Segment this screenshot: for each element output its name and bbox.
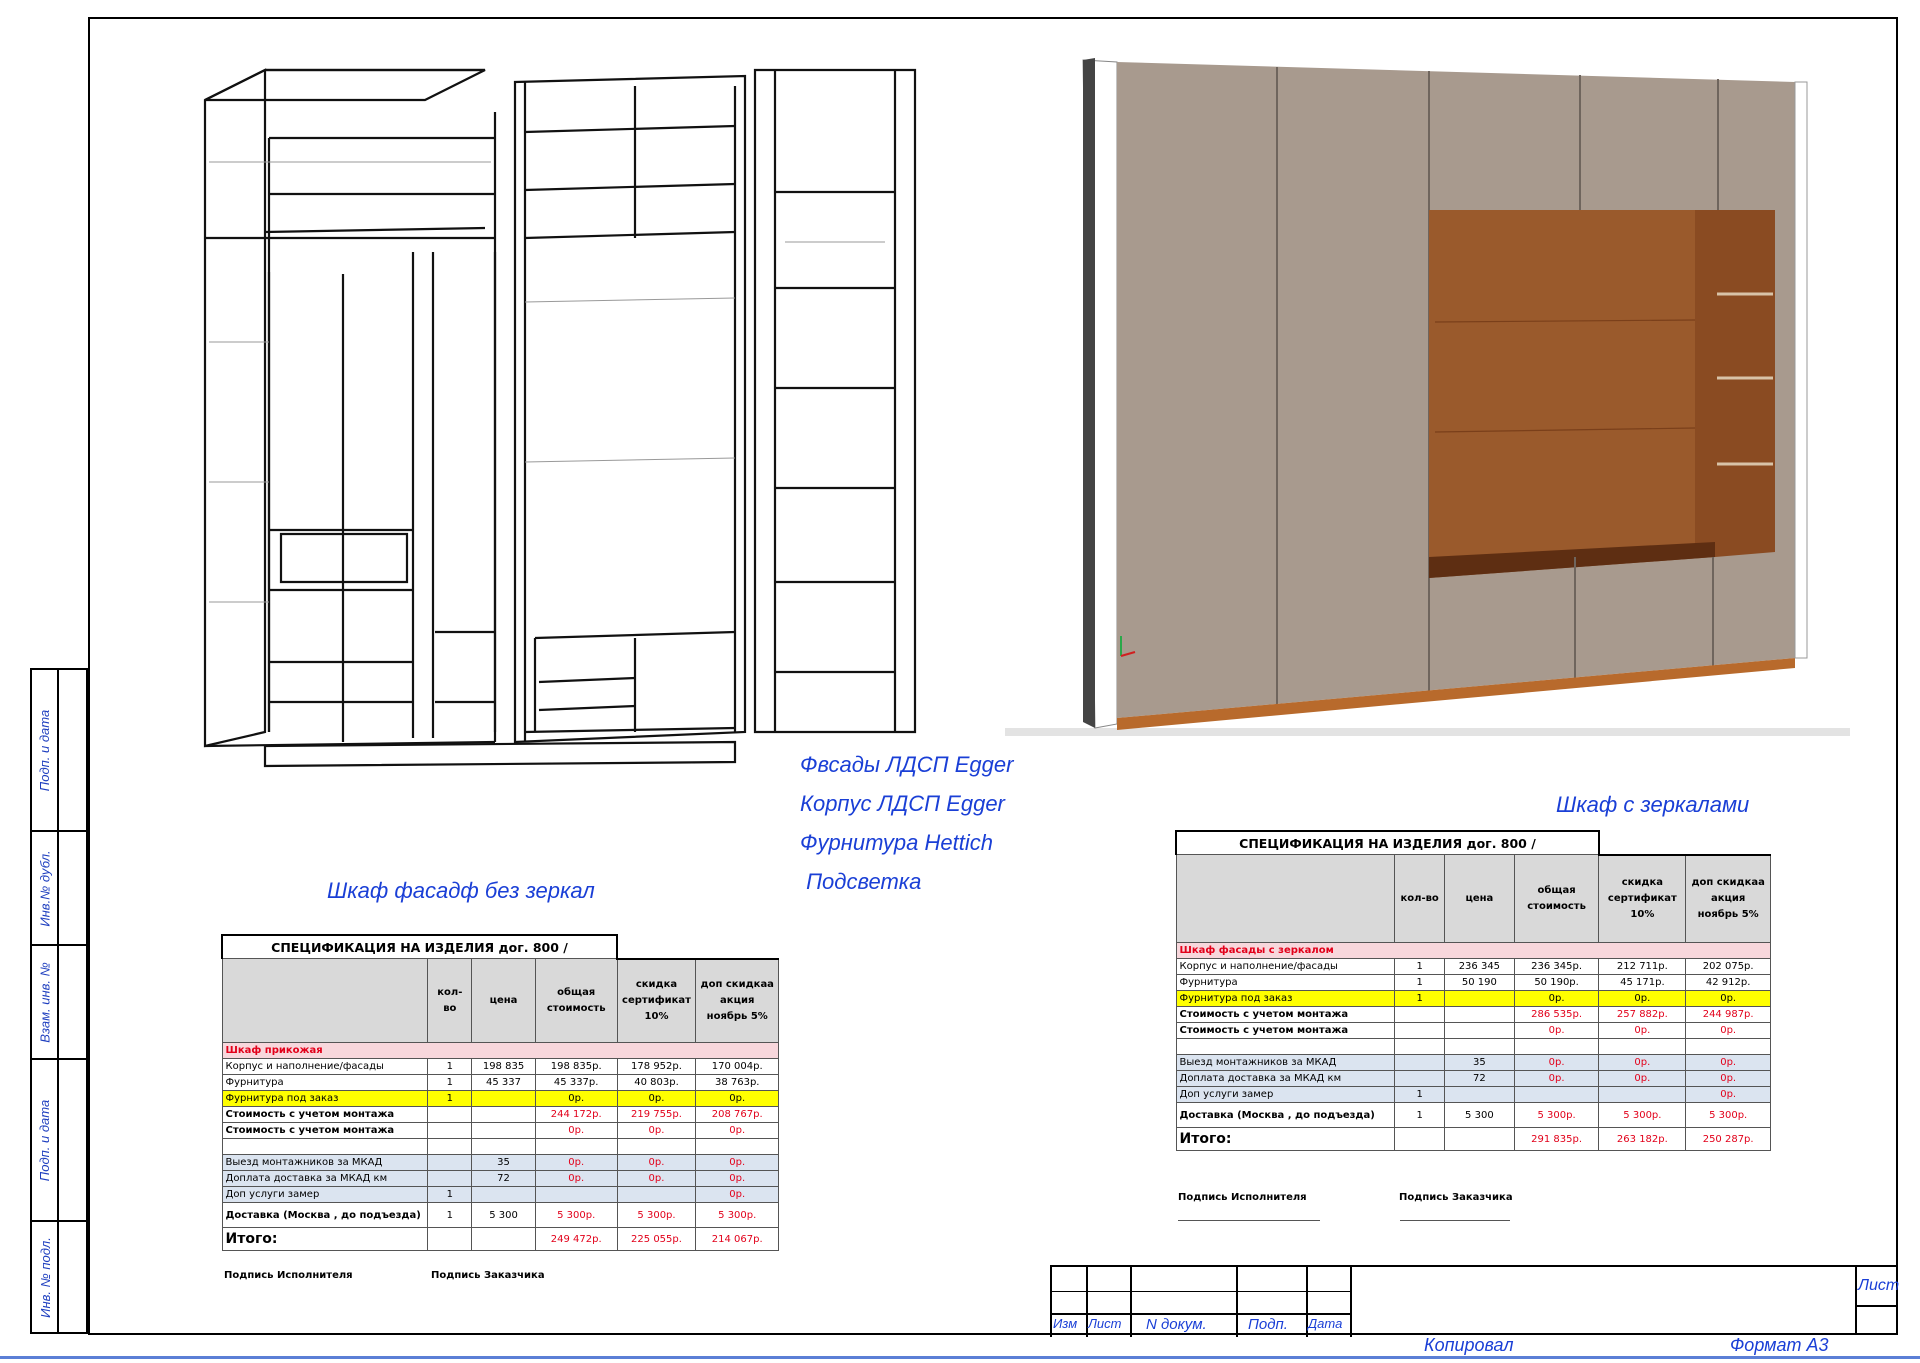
- row-qty: 1: [428, 1059, 472, 1075]
- row-qty: 1: [428, 1187, 472, 1203]
- row-name: Выезд монтажников за МКАД: [1176, 1055, 1395, 1071]
- row-name: Стоимость с учетом монтажа: [222, 1107, 428, 1123]
- row-qty: 1: [428, 1075, 472, 1091]
- left-product-title: Шкаф фасадф без зеркал: [327, 878, 595, 903]
- material-note: Фурнитура Hettich: [800, 830, 993, 855]
- row-qty: [1395, 1055, 1445, 1071]
- row-price: [472, 1123, 536, 1139]
- table-row: [222, 1123, 779, 1139]
- row-discount-2: 0р.: [696, 1171, 779, 1187]
- row-discount-2: 208 767р.: [696, 1107, 779, 1123]
- side-cell-original-no: [32, 1222, 86, 1332]
- row-discount-1: 0р.: [1599, 1023, 1686, 1039]
- row-total: 5 300р.: [535, 1203, 617, 1228]
- row-discount-2: 202 075р.: [1686, 959, 1771, 975]
- delivery-row: [222, 1203, 779, 1228]
- signature-executor-label: Подпись Исполнителя: [224, 1270, 353, 1281]
- row-discount-2: 38 763р.: [696, 1075, 779, 1091]
- row-total: 0р.: [535, 1171, 617, 1187]
- header-total: общая стоимость: [1514, 855, 1599, 943]
- row-discount-1: 0р.: [1599, 1071, 1686, 1087]
- side-cell-signature-date: [32, 670, 86, 832]
- row-name: Доставка (Москва , до подъезда): [1176, 1103, 1395, 1128]
- header-total: общая стоимость: [535, 959, 617, 1043]
- tb-label-sheet: Лист: [1858, 1277, 1900, 1294]
- spec-title: СПЕЦИФИКАЦИЯ НА ИЗДЕЛИЯ дог. 800 /: [222, 935, 617, 959]
- table-row: [1176, 1055, 1771, 1071]
- table-row: [1176, 1023, 1771, 1039]
- row-qty: 1: [1395, 991, 1445, 1007]
- format-label: Формат А3: [1730, 1335, 1829, 1355]
- row-discount-1: 0р.: [617, 1171, 696, 1187]
- row-total: 45 337р.: [535, 1075, 617, 1091]
- header-qty: кол-во: [1395, 855, 1445, 943]
- row-discount-1: 40 803р.: [617, 1075, 696, 1091]
- material-note: Корпус ЛДСП Egger: [800, 791, 1005, 816]
- right-product-title: Шкаф с зеркалами: [1556, 792, 1750, 817]
- row-qty: [428, 1107, 472, 1123]
- total-row: [222, 1228, 779, 1251]
- header-price: цена: [472, 959, 536, 1043]
- table-row: [1176, 991, 1771, 1007]
- row-qty: 1: [1395, 1103, 1445, 1128]
- row-total: 0р.: [535, 1123, 617, 1139]
- spacer-row: [1176, 1039, 1771, 1055]
- row-total: 0р.: [535, 1091, 617, 1107]
- row-discount-1: 178 952р.: [617, 1059, 696, 1075]
- row-price: [1445, 1007, 1515, 1023]
- cabinet-3d-render: [1005, 52, 1850, 737]
- signature-client-label: Подпись Заказчика: [1399, 1192, 1513, 1203]
- row-qty: [428, 1155, 472, 1171]
- row-price: 72: [472, 1171, 536, 1187]
- row-total: 5 300р.: [1514, 1103, 1599, 1128]
- row-discount-1: 5 300р.: [617, 1203, 696, 1228]
- row-discount-1: 257 882р.: [1599, 1007, 1686, 1023]
- row-price: [1445, 1087, 1515, 1103]
- row-discount-1: 0р.: [617, 1123, 696, 1139]
- side-label: Подп. и дата: [37, 1099, 53, 1181]
- spec-table-left: [221, 934, 779, 1251]
- total-discount-1: 225 055р.: [617, 1228, 696, 1251]
- table-row: [1176, 1007, 1771, 1023]
- side-label: Подп. и дата: [37, 709, 53, 791]
- row-qty: [428, 1171, 472, 1187]
- tb-label-data: Дата: [1308, 1316, 1343, 1331]
- row-price: 198 835: [472, 1059, 536, 1075]
- row-discount-2: 0р.: [696, 1123, 779, 1139]
- table-row: [1176, 1087, 1771, 1103]
- row-price: 35: [1445, 1055, 1515, 1071]
- row-discount-1: [617, 1187, 696, 1203]
- row-qty: 1: [428, 1091, 472, 1107]
- row-discount-2: 0р.: [1686, 1023, 1771, 1039]
- row-discount-1: 5 300р.: [1599, 1103, 1686, 1128]
- total-label: Итого:: [222, 1228, 428, 1251]
- row-discount-1: [1599, 1087, 1686, 1103]
- row-total: 0р.: [1514, 1023, 1599, 1039]
- row-discount-2: 0р.: [696, 1091, 779, 1107]
- row-discount-2: 5 300р.: [696, 1203, 779, 1228]
- side-cell-replacement-no: [32, 946, 86, 1060]
- header-qty: кол-во: [428, 959, 472, 1043]
- row-qty: [1395, 1071, 1445, 1087]
- spacer-row: [222, 1139, 779, 1155]
- table-row: [222, 1059, 779, 1075]
- row-price: 5 300: [1445, 1103, 1515, 1128]
- row-discount-1: 45 171р.: [1599, 975, 1686, 991]
- table-row: [222, 1187, 779, 1203]
- table-row: [1176, 959, 1771, 975]
- row-price: 72: [1445, 1071, 1515, 1087]
- delivery-row: [1176, 1103, 1771, 1128]
- row-total: 0р.: [1514, 1071, 1599, 1087]
- row-discount-2: 0р.: [1686, 1071, 1771, 1087]
- row-price: 50 190: [1445, 975, 1515, 991]
- row-total: 50 190р.: [1514, 975, 1599, 991]
- row-name: Доплата доставка за МКАД км: [1176, 1071, 1395, 1087]
- row-name: Доплата доставка за МКАД км: [222, 1171, 428, 1187]
- wireframe-cabinet-drawing: [195, 42, 935, 782]
- row-price: 236 345: [1445, 959, 1515, 975]
- row-discount-1: 219 755р.: [617, 1107, 696, 1123]
- tb-label-podp: Подп.: [1248, 1316, 1288, 1333]
- tb-label-izm: Изм: [1053, 1316, 1078, 1331]
- header-discount-promo: доп скидкаа акция ноябрь 5%: [696, 959, 779, 1043]
- row-total: 198 835р.: [535, 1059, 617, 1075]
- row-name: Фурнитура: [222, 1075, 428, 1091]
- side-stamp: [30, 668, 88, 1334]
- spec-table-right: [1175, 830, 1771, 1151]
- row-discount-2: 0р.: [696, 1155, 779, 1171]
- row-discount-2: 0р.: [696, 1187, 779, 1203]
- section-label: Шкаф фасады с зеркалом: [1176, 943, 1771, 959]
- side-cell-duplicate-no: [32, 832, 86, 946]
- header-price: цена: [1445, 855, 1515, 943]
- header-cell: [222, 959, 428, 1043]
- material-note: Подсветка: [800, 869, 922, 894]
- copied-label: Копировал: [1424, 1335, 1514, 1355]
- row-total: [535, 1187, 617, 1203]
- row-price: 35: [472, 1155, 536, 1171]
- row-name: Стоимость с учетом монтажа: [222, 1123, 428, 1139]
- row-discount-1: 212 711р.: [1599, 959, 1686, 975]
- row-total: 286 535р.: [1514, 1007, 1599, 1023]
- row-qty: [428, 1123, 472, 1139]
- row-name: Фурнитура под заказ: [1176, 991, 1395, 1007]
- row-name: Стоимость с учетом монтажа: [1176, 1023, 1395, 1039]
- bottom-rule: [0, 1356, 1920, 1359]
- row-name: Корпус и наполнение/фасады: [222, 1059, 428, 1075]
- row-total: 236 345р.: [1514, 959, 1599, 975]
- row-qty: 1: [1395, 975, 1445, 991]
- table-row: [1176, 1071, 1771, 1087]
- row-qty: [1395, 1007, 1445, 1023]
- row-total: 244 172р.: [535, 1107, 617, 1123]
- table-row: [222, 1155, 779, 1171]
- signature-executor-line: [1178, 1220, 1320, 1221]
- row-name: Доп услуги замер: [222, 1187, 428, 1203]
- total-discount-2: 250 287р.: [1686, 1128, 1771, 1151]
- total-discount-2: 214 067р.: [696, 1228, 779, 1251]
- row-price: 45 337: [472, 1075, 536, 1091]
- row-name: Доставка (Москва , до подъезда): [222, 1203, 428, 1228]
- side-label: Инв.№ дубл.: [37, 849, 53, 927]
- signature-client-label: Подпись Заказчика: [431, 1270, 545, 1281]
- row-name: Фурнитура под заказ: [222, 1091, 428, 1107]
- row-discount-2: 0р.: [1686, 1055, 1771, 1071]
- header-discount-cert: скидка сертификат 10%: [1599, 855, 1686, 943]
- row-total: 0р.: [535, 1155, 617, 1171]
- side-cell-signature-date-2: [32, 1060, 86, 1222]
- row-name: Корпус и наполнение/фасады: [1176, 959, 1395, 975]
- row-price: 5 300: [472, 1203, 536, 1228]
- tb-label-list: Лист: [1088, 1316, 1122, 1331]
- row-total: 0р.: [1514, 991, 1599, 1007]
- section-label: Шкаф прикожая: [222, 1043, 779, 1059]
- header-discount-promo: доп скидкаа акция ноябрь 5%: [1686, 855, 1771, 943]
- row-qty: 1: [1395, 1087, 1445, 1103]
- row-total: [1514, 1087, 1599, 1103]
- table-row: [222, 1171, 779, 1187]
- row-qty: [1395, 1023, 1445, 1039]
- row-discount-2: 0р.: [1686, 1087, 1771, 1103]
- row-price: [1445, 1023, 1515, 1039]
- signature-executor-label: Подпись Исполнителя: [1178, 1192, 1307, 1203]
- row-name: Фурнитура: [1176, 975, 1395, 991]
- row-name: Выезд монтажников за МКАД: [222, 1155, 428, 1171]
- row-price: [472, 1091, 536, 1107]
- side-label: Инв. № подл.: [37, 1236, 53, 1318]
- total-value: 291 835р.: [1514, 1128, 1599, 1151]
- tb-label-ndoc: N докум.: [1146, 1316, 1207, 1333]
- total-value: 249 472р.: [535, 1228, 617, 1251]
- signature-client-line: [1400, 1220, 1510, 1221]
- total-row: [1176, 1128, 1771, 1151]
- table-row: [222, 1107, 779, 1123]
- material-note: Фвсады ЛДСП Egger: [800, 752, 1014, 777]
- table-row: [1176, 975, 1771, 991]
- row-discount-2: 170 004р.: [696, 1059, 779, 1075]
- header-cell: [1176, 855, 1395, 943]
- row-discount-2: 5 300р.: [1686, 1103, 1771, 1128]
- table-row: [222, 1091, 779, 1107]
- total-label: Итого:: [1176, 1128, 1395, 1151]
- row-discount-2: 244 987р.: [1686, 1007, 1771, 1023]
- total-discount-1: 263 182р.: [1599, 1128, 1686, 1151]
- row-discount-2: 42 912р.: [1686, 975, 1771, 991]
- row-total: 0р.: [1514, 1055, 1599, 1071]
- header-discount-cert: скидка сертификат 10%: [617, 959, 696, 1043]
- row-price: [1445, 991, 1515, 1007]
- row-qty: 1: [428, 1203, 472, 1228]
- row-discount-1: 0р.: [617, 1091, 696, 1107]
- side-label: Взам. инв. №: [37, 961, 53, 1043]
- title-block: [1050, 1265, 1898, 1337]
- table-row: [222, 1075, 779, 1091]
- row-price: [472, 1107, 536, 1123]
- row-discount-1: 0р.: [617, 1155, 696, 1171]
- row-name: Стоимость с учетом монтажа: [1176, 1007, 1395, 1023]
- row-discount-1: 0р.: [1599, 991, 1686, 1007]
- row-price: [472, 1187, 536, 1203]
- row-discount-2: 0р.: [1686, 991, 1771, 1007]
- row-name: Доп услуги замер: [1176, 1087, 1395, 1103]
- row-discount-1: 0р.: [1599, 1055, 1686, 1071]
- spec-title: СПЕЦИФИКАЦИЯ НА ИЗДЕЛИЯ дог. 800 /: [1176, 831, 1599, 855]
- row-qty: 1: [1395, 959, 1445, 975]
